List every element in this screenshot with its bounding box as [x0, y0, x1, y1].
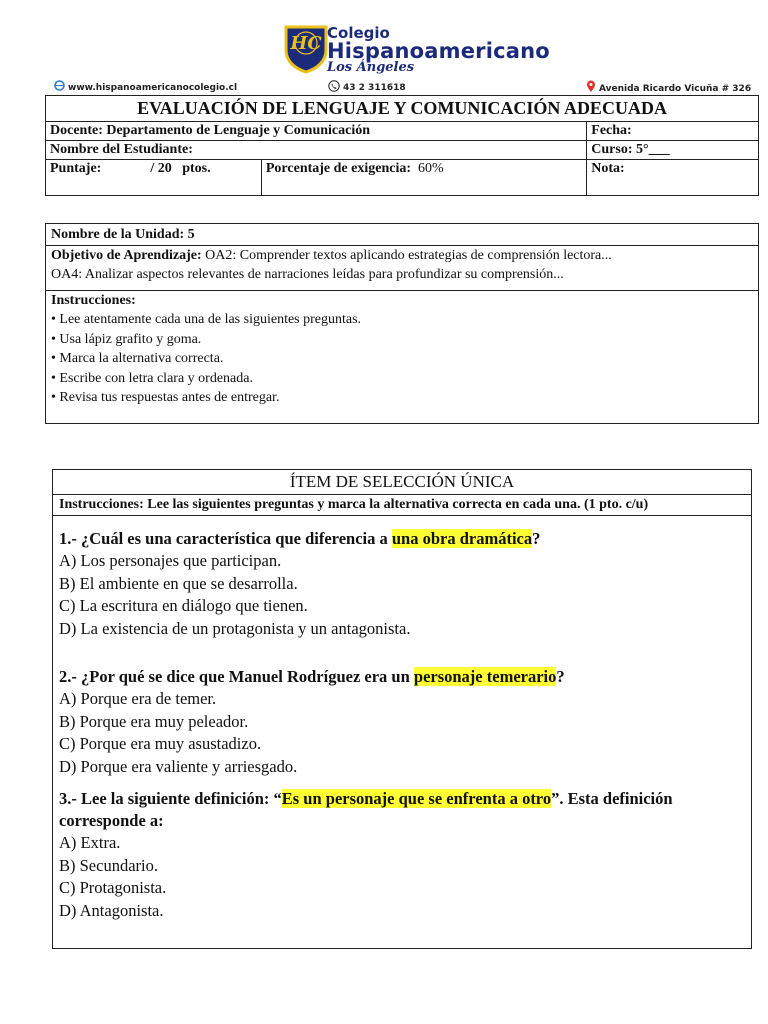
curso-field[interactable]: Curso: 5°___	[587, 141, 759, 160]
brand-prefix: Colegio	[327, 24, 390, 42]
porcentaje-label: Porcentaje de exigencia:	[265, 161, 412, 176]
porcentaje-field	[261, 160, 586, 196]
highlighted-term: personaje temerario	[413, 667, 557, 686]
instructions-section	[46, 290, 758, 423]
objective-oa4: OA4: Analizar aspectos relevantes de narraciones leídas para profundizar su comprensión...	[51, 267, 564, 282]
answer-option[interactable]: C) La escritura en diálogo que tienen.	[59, 596, 308, 615]
items-title: ÍTEM DE SELECCIÓN ÚNICA	[53, 470, 751, 495]
globe-icon	[54, 80, 65, 95]
student-name-field[interactable]: Nombre del Estudiante:	[46, 141, 587, 160]
phone-icon	[328, 80, 340, 96]
answer-option[interactable]: A) Los personajes que participan.	[59, 551, 282, 570]
items-instructions: Instrucciones: Lee las siguientes preguntas y marca la alternativa correcta en cada una. (1 pto. c/u)	[53, 495, 751, 516]
website-link[interactable]: www.hispanoamericanocolegio.cl	[68, 82, 238, 93]
brand-location: Los Ángeles	[327, 60, 415, 75]
question-3: 3.- Lee la siguiente definición: “Es un personaje que se enfrenta a otro”. Esta definición corresponde a:	[59, 789, 673, 830]
website-contact[interactable]	[54, 80, 237, 95]
fecha-field[interactable]: Fecha:	[587, 122, 759, 141]
evaluation-title: EVALUACIÓN DE LENGUAJE Y COMUNICACIÓN ADECUADA	[46, 96, 759, 122]
phone-contact	[328, 80, 406, 96]
school-logo	[283, 24, 329, 74]
docente-field: Docente: Departamento de Lenguaje y Comunicación	[46, 122, 587, 141]
instruction-item: • Escribe con letra clara y ordenada.	[51, 370, 253, 386]
svg-text:HC: HC	[290, 33, 322, 54]
answer-option[interactable]: C) Protagonista.	[59, 878, 167, 897]
unit-info-box	[45, 223, 759, 424]
phone-number: 43 2 311618	[343, 83, 406, 93]
question-2: 2.- ¿Por qué se dice que Manuel Rodríguez era un personaje temerario?	[59, 667, 565, 686]
puntaje-field[interactable]: Puntaje: / 20 ptos.	[46, 160, 262, 196]
address-text: Avenida Ricardo Vicuña # 326	[599, 83, 752, 94]
answer-option[interactable]: B) Secundario.	[59, 855, 158, 875]
instruction-item: • Lee atentamente cada una de las siguientes preguntas.	[51, 312, 362, 327]
porcentaje-value: 60%	[418, 161, 444, 176]
selection-items-box	[52, 469, 752, 949]
question-1: 1.- ¿Cuál es una característica que diferencia a una obra dramática?	[59, 529, 541, 548]
answer-option[interactable]: A) Porque era de temer.	[59, 689, 217, 708]
answer-option[interactable]: B) Porque era muy peleador.	[59, 711, 249, 731]
objective-label: Objetivo de Aprendizaje:	[51, 247, 202, 263]
nota-field[interactable]: Nota:	[587, 160, 759, 196]
answer-option[interactable]: D) La existencia de un protagonista y un antagonista.	[59, 618, 411, 638]
brand-name: Hispanoamericano	[327, 39, 550, 63]
instruction-item: • Revisa tus respuestas antes de entregar.	[51, 390, 280, 405]
instructions-label: Instrucciones:	[51, 292, 136, 308]
instruction-item: • Usa lápiz grafito y goma.	[51, 331, 202, 347]
answer-option[interactable]: B) El ambiente en que se desarrolla.	[59, 573, 298, 593]
objective-oa2: OA2: Comprender textos aplicando estrategias de comprensión lectora...	[205, 247, 612, 263]
highlighted-term: Es un personaje que se enfrenta a otro	[281, 789, 552, 808]
instruction-item: • Marca la alternativa correcta.	[51, 351, 224, 366]
answer-option[interactable]: C) Porque era muy asustadizo.	[59, 734, 262, 753]
answer-option[interactable]: D) Porque era valiente y arriesgado.	[59, 756, 298, 776]
evaluation-header-table	[45, 95, 759, 196]
answer-option[interactable]: A) Extra.	[59, 833, 121, 852]
unit-name: Nombre de la Unidad: 5	[51, 227, 195, 242]
highlighted-term: una obra dramática	[391, 529, 533, 548]
answer-option[interactable]: D) Antagonista.	[59, 900, 164, 920]
objectives-section	[46, 245, 758, 290]
